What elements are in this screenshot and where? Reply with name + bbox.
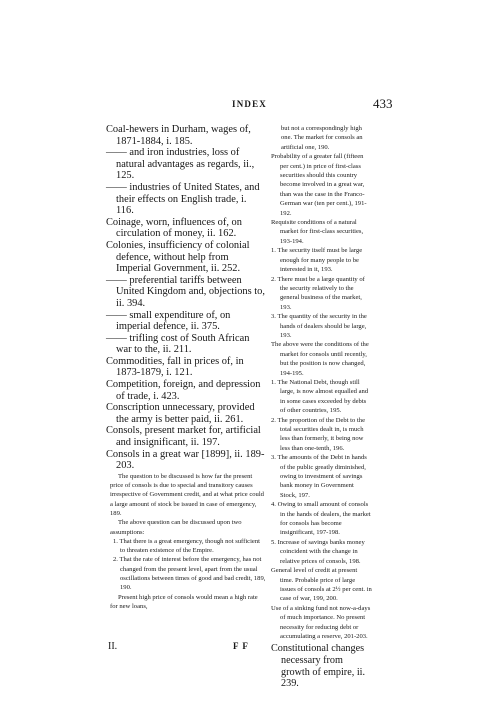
index-entry: —— industries of United States, and their effects on English trade, i. 116. bbox=[106, 181, 260, 217]
index-subentry: 2. The proportion of the Debt to the total securities dealt in, is much less than formerly, it being now less than one-tenth, 196. bbox=[271, 416, 366, 452]
index-entry: Coinage, worn, influences of, on circulation of money, ii. 162. bbox=[106, 216, 242, 240]
index-entry: —— small expenditure of, on imperial defence, ii. 375. bbox=[106, 309, 231, 333]
sub-paragraph: The above question can be discussed upon two assumptions: bbox=[110, 519, 242, 536]
index-entry: Commodities, fall in prices of, in 1873-1879, i. 121. bbox=[106, 355, 244, 379]
index-entry: Constitutional changes necessary from growth of empire, ii. 239. bbox=[271, 643, 366, 690]
index-subentry: 5. Increase of savings banks money coincident with the change in relative prices of consols, 198. bbox=[271, 538, 365, 565]
index-subentry: 1. The National Debt, though still large, is now almost equalled and in some cases exceeded by debts of other countries, 195. bbox=[271, 378, 369, 415]
left-column bbox=[106, 124, 266, 611]
index-subentry: The above were the conditions of the market for consols until recently, but the position is now changed, 194-195. bbox=[271, 341, 369, 377]
index-entry: —— and iron industries, loss of natural advantages as regards, ii., 125. bbox=[106, 147, 255, 182]
index-subentry: Requisite conditions of a natural market for first-class securities, 193-194. bbox=[271, 219, 364, 245]
sub-paragraph: The question to be discussed is how far the present price of consols is due to special and transitory causes irrespective of Government credit, and at what price could a large amount of stock be issued in case of emergency, 189. bbox=[110, 472, 264, 517]
index-subentry: 2. There must be a large quantity of the security relatively to the general business of the market, 193. bbox=[271, 275, 365, 311]
running-head-title: INDEX bbox=[232, 99, 268, 109]
index-entry: —— preferential tariffs between United Kingdom and, objections to, ii. 394. bbox=[106, 274, 265, 309]
index-entry: Competition, foreign, and depression of trade, i. 423. bbox=[106, 379, 261, 402]
page-number: 433 bbox=[373, 96, 393, 111]
index-entry: Coal-hewers in Durham, wages of, 1871-1884, i. 185. bbox=[106, 124, 251, 147]
sub-paragraph: 1. That there is a great emergency, though not sufficient to threaten existence of the Empire. bbox=[113, 537, 260, 555]
index-subentry: 1. The security itself must be large enough for many people to be interested in it, 193. bbox=[271, 247, 363, 274]
index-entry: Conscription unnecessary, provided the army is better paid, ii. 261. bbox=[106, 402, 255, 425]
sub-paragraph: 2. That the rate of interest before the emergency, has not changed from the present level, apart from the usual oscillations between times of good and bad credit, 189, 190. bbox=[113, 556, 266, 592]
index-entry: Colonies, insufficiency of colonial defence, without help from Imperial Government, ii. 252. bbox=[106, 239, 250, 275]
index-entry: —— trifling cost of South African war to the, ii. 211. bbox=[106, 332, 250, 356]
page-footer bbox=[0, 641, 480, 655]
continuation-text: but not a correspondingly high one. The market for consols an artificial one, 190. bbox=[281, 125, 363, 151]
index-entry: Consols, present market for, artificial and insignificant, ii. 197. bbox=[106, 425, 261, 449]
running-head bbox=[0, 96, 480, 113]
index-subentry: General level of credit at present time. Probable price of large issues of consols at 2½ per cent. in case of war, 199, 200. bbox=[271, 567, 372, 603]
index-entry: Consols in a great war [1899], ii. 189-203. bbox=[106, 448, 265, 472]
index-subentry: 3. The amounts of the Debt in hands of the public greatly diminished, owing to investment of savings bank money in Government Stock, 197. bbox=[271, 454, 367, 499]
index-subentry: 3. The quantity of the security in the hands of dealers should be large, 193. bbox=[271, 313, 367, 339]
right-column bbox=[271, 124, 372, 690]
index-subentry: Probability of a greater fall (fifteen per cent.) in price of first-class securities should this country become involved in a great war, than was the case in the Franco-German war (ten per cent.), 191-192. bbox=[271, 153, 367, 217]
signature-mark: F F bbox=[233, 641, 249, 651]
index-subentry: 4. Owing to small amount of consols in the hands of dealers, the market for consols has become insignificant, 197-198. bbox=[271, 501, 371, 537]
volume-mark: II. bbox=[108, 641, 118, 652]
index-subentry: Use of a sinking fund not now-a-days of much importance. No present necessity for reducing debt or accumulating a reserve, 201-203. bbox=[271, 604, 371, 640]
sub-paragraph: Present high price of consols would mean a high rate for new loans, bbox=[110, 593, 258, 610]
